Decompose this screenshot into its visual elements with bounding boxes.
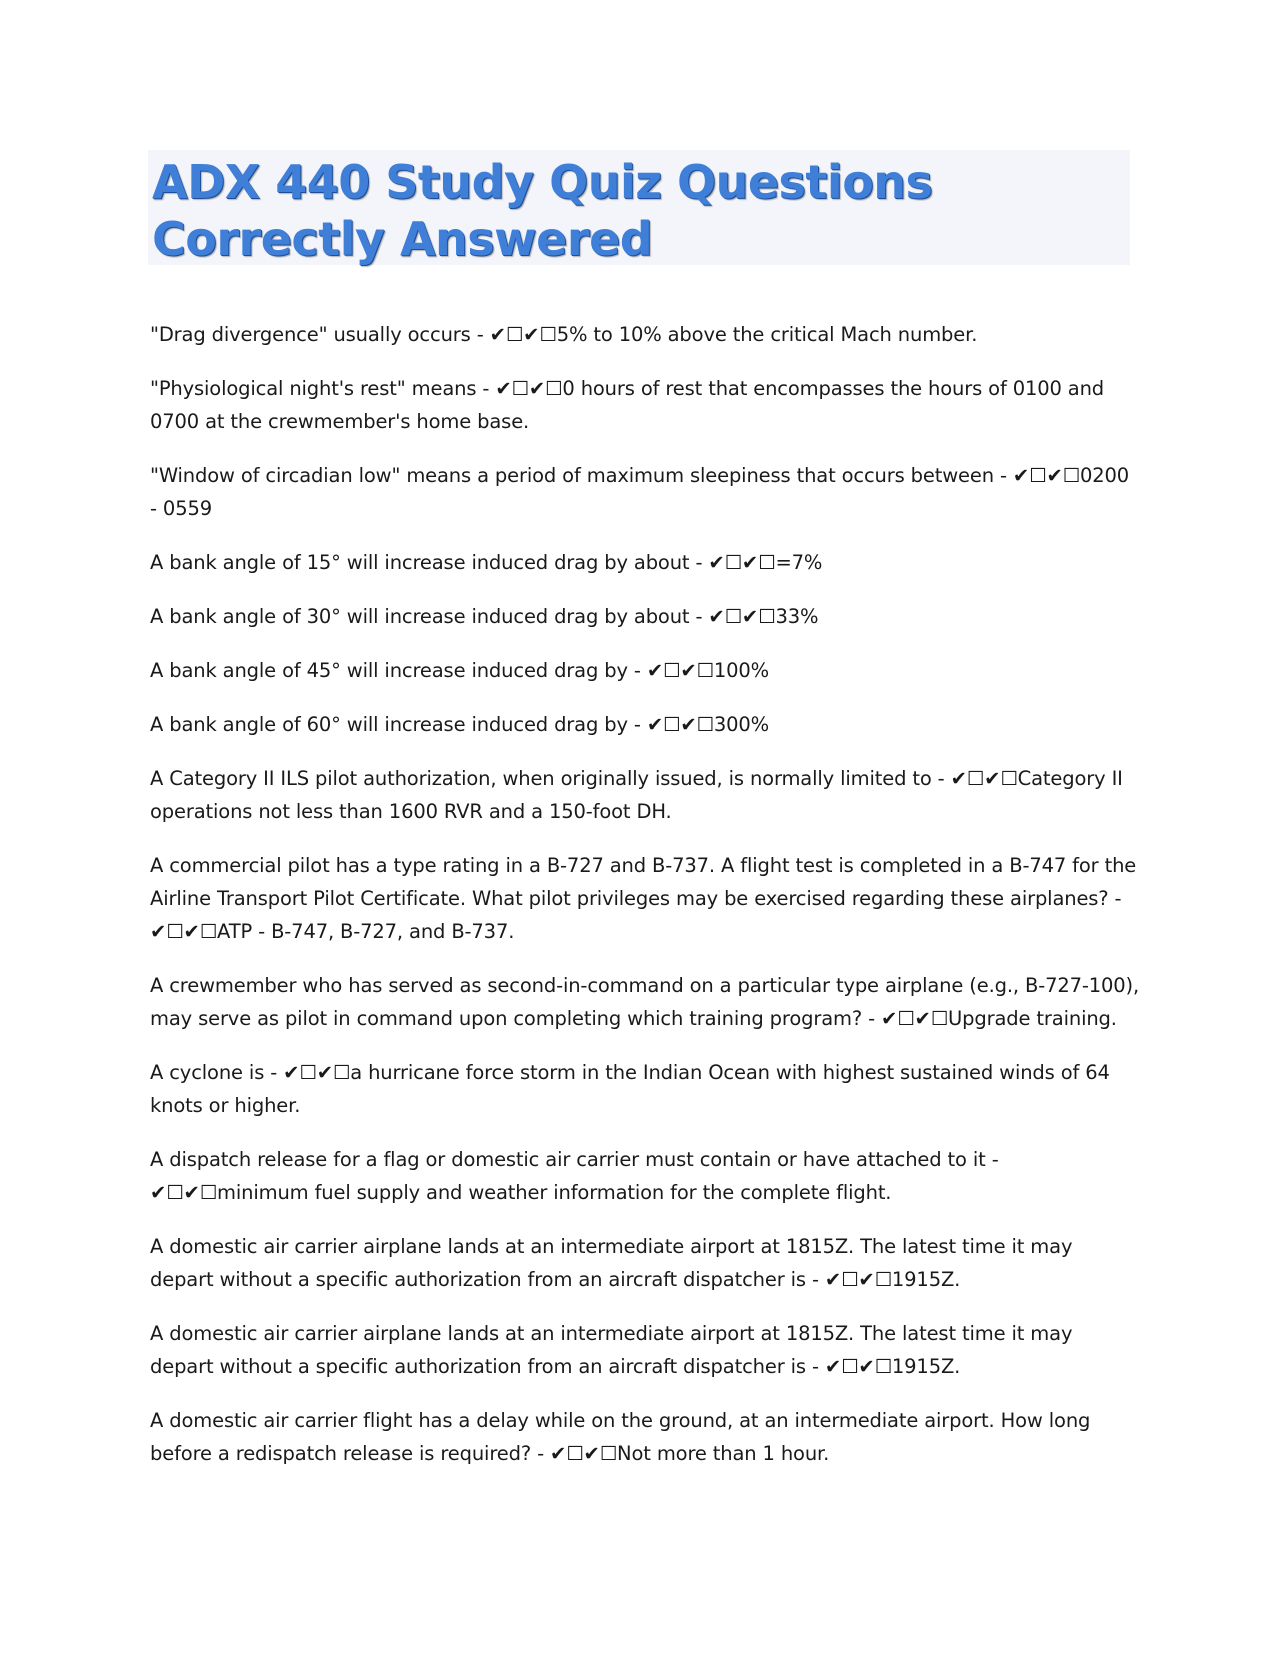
qa-item: A bank angle of 60° will increase induced drag by - ✔☐✔☐300% [150, 713, 770, 736]
qa-item: A domestic air carrier flight has a delay while on the ground, at an intermediate airport. How long before a redispatch release is required? - ✔☐✔☐Not more than 1 hour. [150, 1409, 1091, 1465]
document-title: ADX 440 Study Quiz Questions Correctly Answered [152, 155, 933, 266]
qa-item: A crewmember who has served as second-in-command on a particular type airplane (e.g., B-727-100), may serve as pilot in command upon completing which training program? - ✔☐✔☐Upgrade training. [150, 974, 1140, 1030]
qa-item: A commercial pilot has a type rating in a B-727 and B-737. A flight test is completed in a B-747 for the Airline Transport Pilot Certificate. What pilot privileges may be exercised regarding these airplanes? - ✔☐✔☐ATP - B-747, B-727, and B-737. [150, 854, 1137, 943]
qa-item: A bank angle of 45° will increase induced drag by - ✔☐✔☐100% [150, 659, 770, 682]
qa-item: A domestic air carrier airplane lands at an intermediate airport at 1815Z. The latest time it may depart without a specific authorization from an aircraft dispatcher is - ✔☐✔☐1915Z. [150, 1322, 1073, 1378]
qa-item: A domestic air carrier airplane lands at an intermediate airport at 1815Z. The latest time it may depart without a specific authorization from an aircraft dispatcher is - ✔☐✔☐1915Z. [150, 1235, 1073, 1291]
title-banner [148, 150, 1130, 265]
qa-item: "Physiological night's rest" means - ✔☐✔☐0 hours of rest that encompasses the hours of 0100 and 0700 at the crewmember's home base. [150, 377, 1105, 433]
qa-item: A Category II ILS pilot authorization, when originally issued, is normally limited to - ✔☐✔☐Category II operations not less than 1600 RVR and a 150-foot DH. [150, 767, 1123, 823]
qa-item: "Drag divergence" usually occurs - ✔☐✔☐5% to 10% above the critical Mach number. [150, 323, 978, 346]
qa-item: A cyclone is - ✔☐✔☐a hurricane force storm in the Indian Ocean with highest sustained winds of 64 knots or higher. [150, 1061, 1110, 1117]
qa-item: A bank angle of 15° will increase induced drag by about - ✔☐✔☐=7% [150, 551, 823, 574]
qa-list [150, 318, 1140, 1491]
qa-item: A bank angle of 30° will increase induced drag by about - ✔☐✔☐33% [150, 605, 819, 628]
qa-item: "Window of circadian low" means a period of maximum sleepiness that occurs between - ✔☐✔☐0200 - 0559 [150, 464, 1129, 520]
qa-item: A dispatch release for a flag or domestic air carrier must contain or have attached to it - ✔☐✔☐minimum fuel supply and weather information for the complete flight. [150, 1148, 999, 1204]
